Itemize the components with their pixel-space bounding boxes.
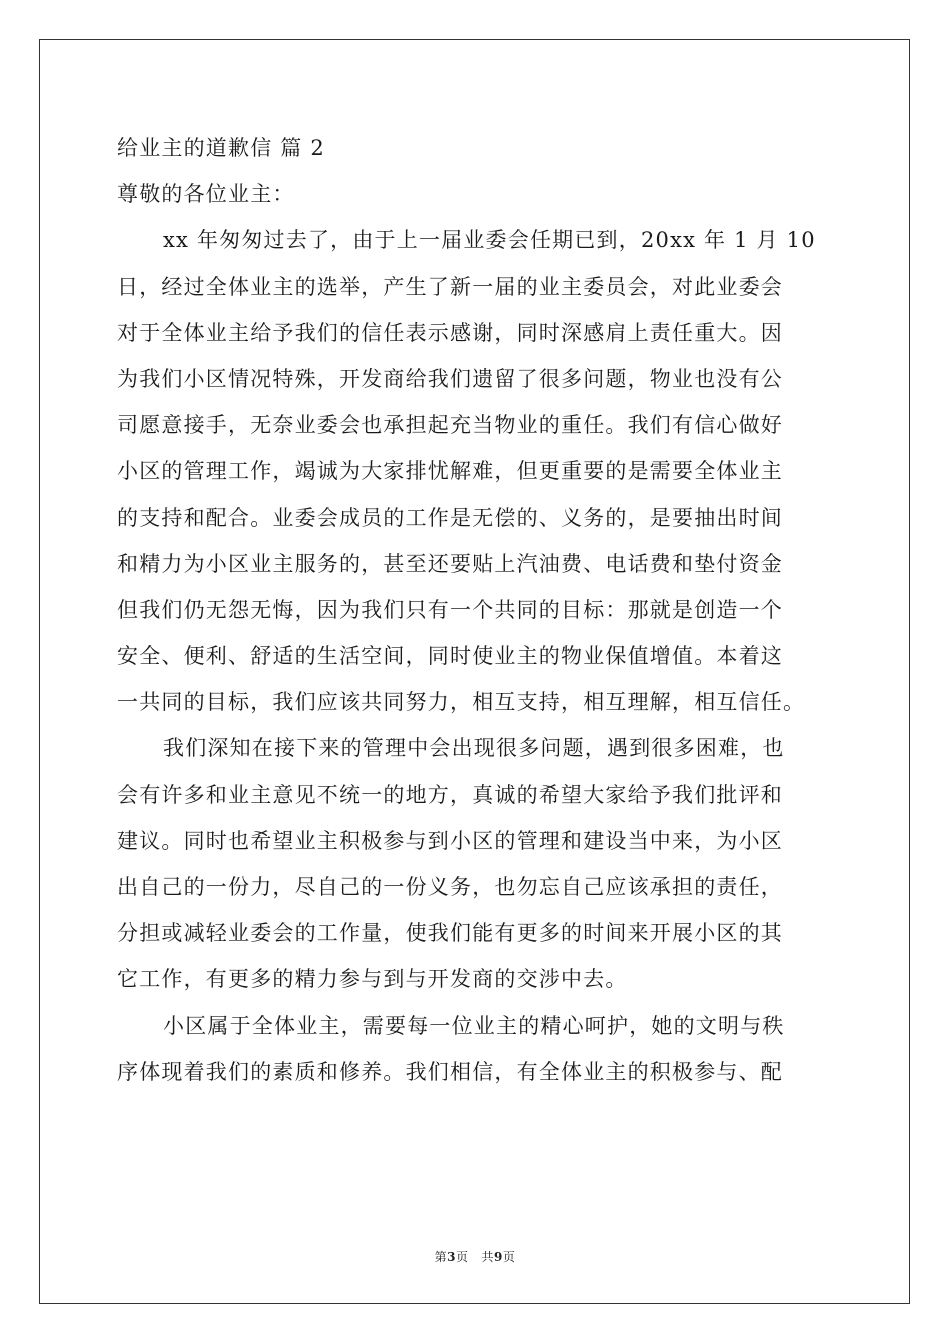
text-line: 建议。同时也希望业主积极参与到小区的管理和建设当中来，为小区 bbox=[117, 828, 783, 853]
text-line: 的支持和配合。业委会成员的工作是无偿的、义务的，是要抽出时间 bbox=[117, 505, 783, 530]
text-line: xx 年匆匆过去了，由于上一届业委会任期已到，20xx 年 1 月 10 bbox=[163, 228, 816, 253]
total-prefix: 共 bbox=[481, 1250, 494, 1264]
text-line: 司愿意接手，无奈业委会也承担起充当物业的重任。我们有信心做好 bbox=[117, 413, 783, 438]
text-line: 分担或减轻业委会的工作量，使我们能有更多的时间来开展小区的其 bbox=[117, 921, 783, 946]
paragraph-1 bbox=[117, 217, 837, 725]
text-line: 会有许多和业主意见不统一的地方，真诚的希望大家给予我们批评和 bbox=[117, 782, 783, 807]
document-title: 给业主的道歉信 篇 2 bbox=[117, 136, 325, 160]
text-line: 小区的管理工作，竭诚为大家排忧解难，但更重要的是需要全体业主 bbox=[117, 459, 783, 484]
text-line: 我们深知在接下来的管理中会出现很多问题，遇到很多困难，也 bbox=[163, 736, 785, 761]
text-line: 一共同的目标，我们应该共同努力，相互支持，相互理解，相互信任。 bbox=[117, 690, 806, 715]
text-line: 对于全体业主给予我们的信任表示感谢，同时深感肩上责任重大。因 bbox=[117, 320, 783, 345]
total-pages-number: 9 bbox=[493, 1250, 503, 1264]
text-line: 安全、便利、舒适的生活空间，同时使业主的物业保值增值。本着这 bbox=[117, 644, 783, 669]
paragraph-3 bbox=[117, 1003, 837, 1095]
document-body bbox=[117, 125, 837, 1095]
text-line: 和精力为小区业主服务的，甚至还要贴上汽油费、电话费和垫付资金 bbox=[117, 551, 783, 576]
current-page-number: 3 bbox=[447, 1250, 456, 1264]
text-line: 它工作，有更多的精力参与到与开发商的交涉中去。 bbox=[117, 967, 628, 992]
salutation: 尊敬的各位业主： bbox=[117, 182, 295, 207]
text-line: 日，经过全体业主的选举，产生了新一届的业主委员会，对此业委会 bbox=[117, 274, 783, 299]
text-line: 但我们仍无怨无悔，因为我们只有一个共同的目标：那就是创造一个 bbox=[117, 597, 783, 622]
page-suffix: 页 bbox=[456, 1250, 469, 1264]
page-footer bbox=[0, 1248, 950, 1265]
text-line: 出自己的一份力，尽自己的一份义务，也勿忘自己应该承担的责任， bbox=[117, 875, 783, 899]
text-line: 为我们小区情况特殊，开发商给我们遗留了很多问题，物业也没有公 bbox=[117, 366, 783, 391]
paragraph-2 bbox=[117, 725, 837, 1002]
page-prefix: 第 bbox=[434, 1250, 448, 1264]
total-suffix: 页 bbox=[502, 1250, 516, 1264]
text-line: 序体现着我们的素质和修养。我们相信，有全体业主的积极参与、配 bbox=[117, 1059, 783, 1084]
text-line: 小区属于全体业主，需要每一位业主的精心呵护，她的文明与秩 bbox=[163, 1013, 785, 1038]
